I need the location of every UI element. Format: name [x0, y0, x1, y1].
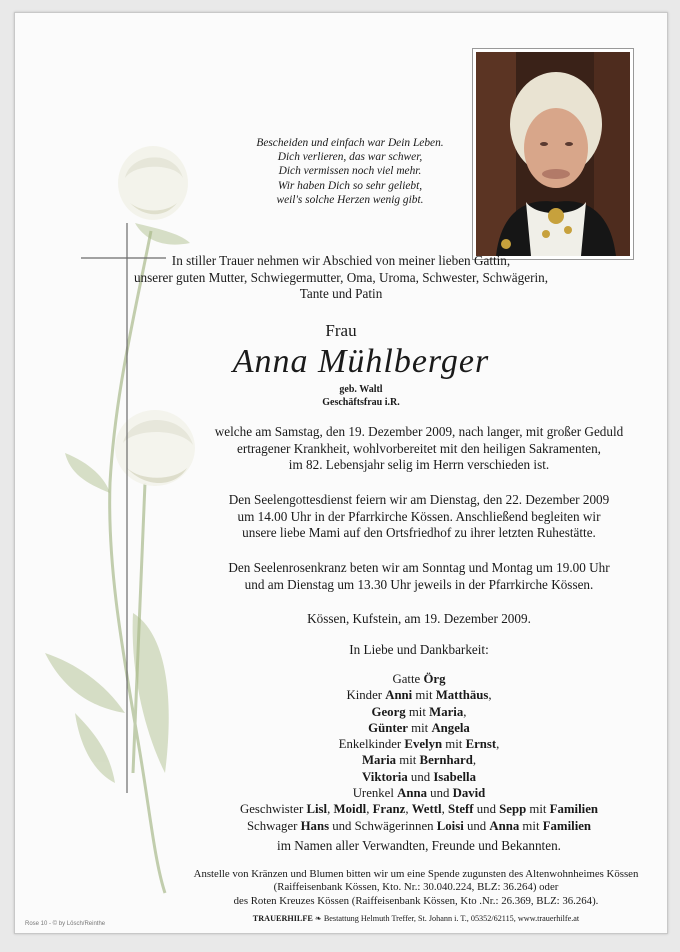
family-text: mit: [442, 737, 466, 752]
family-member-name: Moidl: [333, 802, 367, 817]
family-member-name: Günter: [368, 720, 408, 735]
rose-bud-top: [118, 146, 188, 220]
family-member-name: David: [452, 786, 486, 801]
rosary-line: Den Seelenrosenkranz beten wir am Sonntag und Montag um 19.00 Uhr: [228, 560, 610, 575]
service-line: um 14.00 Uhr in der Pfarrkirche Kössen. Anschließend begleiten wir: [237, 508, 601, 524]
family-line: [185, 704, 653, 720]
family-text: ,: [488, 688, 492, 703]
family-member-name: Viktoria: [362, 769, 408, 784]
family-member-name: Sepp: [499, 802, 527, 817]
intro-line: In stiller Trauer nehmen wir Abschied von meiner lieben Gattin,: [171, 253, 511, 268]
family-line: [185, 720, 653, 736]
family-text: mit: [412, 688, 436, 703]
family-text: ,: [327, 802, 334, 817]
donation-line: Anstelle von Kränzen und Blumen bitten wir um eine Spende zugunsten des Altenwohnheimes Kössen: [193, 868, 639, 880]
family-text: ,: [472, 753, 477, 768]
death-notice-line: ertragener Krankheit, wohlvorbereitet mit den heiligen Sakramenten,: [237, 440, 601, 456]
closing-line: im Namen aller Verwandten, Freunde und Bekannten.: [277, 838, 561, 853]
family-text: Gatte: [392, 672, 424, 686]
family-text: mit: [407, 720, 432, 735]
obituary-sheet: [14, 12, 668, 934]
family-text: ,: [405, 802, 412, 817]
image-credit: Rose 10 - © by Lösch/Reinthe: [25, 921, 106, 927]
donation-line: (Raiffeisenbank Kössen, Kto. Nr.: 30.040.224, BLZ: 36.264) oder: [273, 881, 559, 894]
family-text: Geschwister: [239, 802, 307, 817]
family-text: mit: [405, 704, 430, 719]
family-text: mit: [396, 753, 420, 768]
family-member-name: Ernst: [465, 737, 497, 752]
family-member-name: Wettl: [411, 802, 442, 817]
love-line: In Liebe und Dankbarkeit:: [349, 642, 489, 657]
family-line: [185, 752, 653, 768]
death-notice-line: im 82. Lebensjahr selig im Herrn verschieden ist.: [288, 457, 550, 473]
family-text: ,: [366, 802, 373, 817]
family-text: ,: [441, 802, 448, 817]
donation-notice: [165, 868, 667, 908]
occupation: Geschäftsfrau i.R.: [322, 397, 400, 408]
undertaker-logo-icon: ❧: [314, 914, 322, 923]
portrait-photo: [473, 49, 633, 259]
family-member-name: Anni: [385, 688, 413, 703]
family-text: und Schwägerinnen: [329, 818, 437, 833]
salutation: Frau: [325, 321, 357, 340]
family-list: [185, 671, 653, 834]
family-member-name: Anna: [397, 786, 427, 801]
deceased-name: Anna Mühlberger: [232, 343, 490, 380]
service-info: [185, 492, 653, 542]
family-member-name: Anna: [489, 818, 520, 833]
family-line: [185, 818, 653, 834]
family-line: [185, 801, 653, 817]
rosary-line: und am Dienstag um 13.30 Uhr jeweils in der Pfarrkirche Kössen.: [244, 576, 594, 592]
intro-line: Tante und Patin: [299, 286, 383, 302]
family-line: [185, 785, 653, 801]
poem: Bescheiden und einfach war Dein Leben. Dich verlieren, das war schwer, Dich vermissen noch viel mehr. Wir haben Dich so sehr geliebt, weil's solche Herzen wenig gibt.: [256, 137, 444, 206]
donation-line: des Roten Kreuzes Kössen (Raiffeisenbank Kössen, Kto .Nr.: 26.369, BLZ: 36.264).: [233, 894, 599, 907]
death-notice-line: welche am Samstag, den 19. Dezember 2009, nach langer, mit großer Geduld: [214, 424, 624, 439]
family-member-name: Familien: [549, 802, 599, 817]
family-text: mit: [519, 818, 543, 833]
family-member-name: Lisl: [306, 802, 328, 817]
family-text: und: [407, 769, 434, 784]
rosary-info: [185, 560, 653, 593]
undertaker-brand: TRAUERHILFE: [252, 914, 313, 923]
family-line: [185, 736, 653, 752]
death-notice: [185, 424, 653, 474]
service-line: unsere liebe Mami auf den Ortsfriedhof zu ihrer letzten Ruhestätte.: [242, 525, 596, 541]
family-text: Schwager: [246, 818, 301, 833]
family-text: und: [426, 786, 453, 801]
family-member-name: Hans: [300, 818, 330, 833]
intro-line: unserer guten Mutter, Schwiegermutter, Oma, Uroma, Schwester, Schwägerin,: [133, 269, 549, 285]
family-member-name: Örg: [423, 672, 446, 686]
undertaker-footer: [165, 913, 667, 923]
intro-text: [15, 253, 667, 303]
family-member-name: Maria: [429, 704, 464, 719]
family-member-name: Georg: [371, 704, 406, 719]
family-text: Kinder: [346, 688, 386, 703]
service-line: Den Seelengottesdienst feiern wir am Dienstag, den 22. Dezember 2009: [228, 492, 610, 507]
family-member-name: Isabella: [433, 769, 476, 784]
family-member-name: Matthäus: [435, 688, 489, 703]
family-text: mit: [526, 802, 550, 817]
family-text: ,: [463, 704, 467, 719]
family-text: und: [473, 802, 500, 817]
family-text: Urenkel: [352, 786, 398, 801]
family-text: ,: [496, 737, 500, 752]
place-date: Kössen, Kufstein, am 19. Dezember 2009.: [307, 611, 531, 626]
family-member-name: Familien: [542, 818, 592, 833]
family-member-name: Steff: [447, 802, 474, 817]
family-text: und: [463, 818, 490, 833]
family-line: [185, 769, 653, 785]
maiden-name: geb. Waltl: [339, 384, 383, 395]
family-text: Enkelkinder: [338, 737, 405, 752]
undertaker-text: Bestattung Helmuth Treffer, St. Johann i. T., 05352/62115, www.trauerhilfe.at: [323, 914, 580, 923]
family-line: [185, 687, 653, 703]
family-line: [185, 671, 653, 687]
family-member-name: Maria: [361, 753, 397, 768]
family-member-name: Loisi: [436, 818, 464, 833]
family-member-name: Evelyn: [404, 737, 443, 752]
family-member-name: Franz: [372, 802, 406, 817]
family-member-name: Angela: [431, 720, 470, 735]
family-member-name: Bernhard: [419, 753, 473, 768]
